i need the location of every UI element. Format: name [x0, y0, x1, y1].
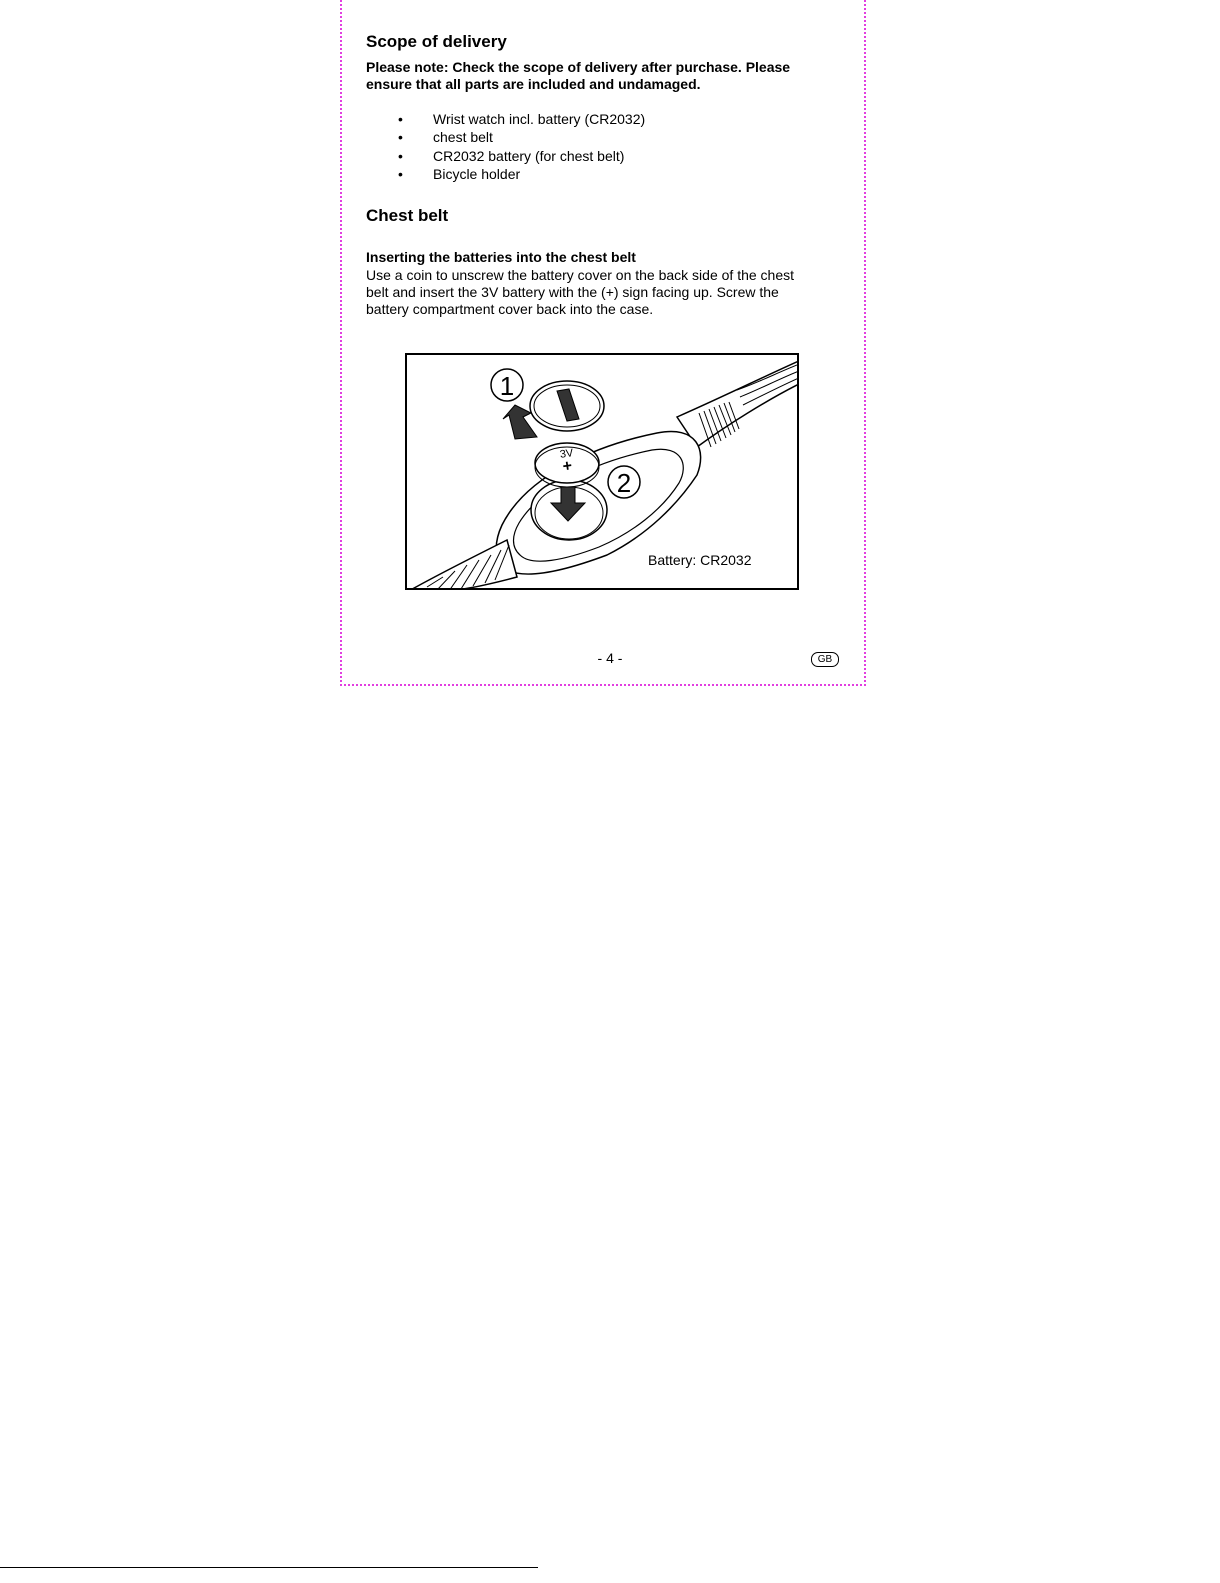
scope-note-line-1: Please note: Check the scope of delivery after purchase. Please [366, 59, 791, 75]
step-1-label: 1 [499, 371, 515, 401]
chest-belt-title: Chest belt [366, 206, 449, 225]
list-item [398, 166, 645, 184]
bullet-icon: • [398, 129, 403, 146]
scope-item-list [398, 111, 645, 184]
language-badge: GB [811, 652, 839, 667]
instruction-line-1: Use a coin to unscrew the battery cover on the back side of the chest [366, 267, 795, 283]
battery-plus-sign: + [561, 457, 574, 476]
list-item-label: chest belt [433, 129, 493, 146]
scope-note-line-2: ensure that all parts are included and undamaged. [366, 76, 701, 92]
strap-right-shape [677, 360, 799, 447]
list-item [398, 129, 645, 147]
list-item [398, 111, 645, 129]
footer-rule [0, 1567, 538, 1568]
battery-caption: Battery: CR2032 [648, 552, 752, 568]
list-item-label: Bicycle holder [433, 165, 521, 182]
instruction-line-3: battery compartment cover back into the case. [366, 301, 654, 317]
bullet-icon: • [398, 111, 403, 127]
scope-title: Scope of delivery [366, 32, 507, 51]
step-2-label: 2 [616, 468, 632, 498]
list-item-label: CR2032 battery (for chest belt) [433, 147, 625, 164]
list-item-label: Wrist watch incl. battery (CR2032) [433, 111, 646, 127]
battery-insert-subtitle: Inserting the batteries into the chest belt [366, 249, 636, 265]
bullet-icon: • [398, 147, 403, 164]
bullet-icon: • [398, 165, 403, 182]
battery-voltage-label: 3V [559, 447, 575, 461]
battery-insertion-illustration [405, 353, 799, 590]
instruction-line-2: belt and insert the 3V battery with the (+) sign facing up. Screw the [366, 284, 779, 300]
list-item [398, 148, 645, 166]
page-number: - 4 - [597, 650, 623, 666]
